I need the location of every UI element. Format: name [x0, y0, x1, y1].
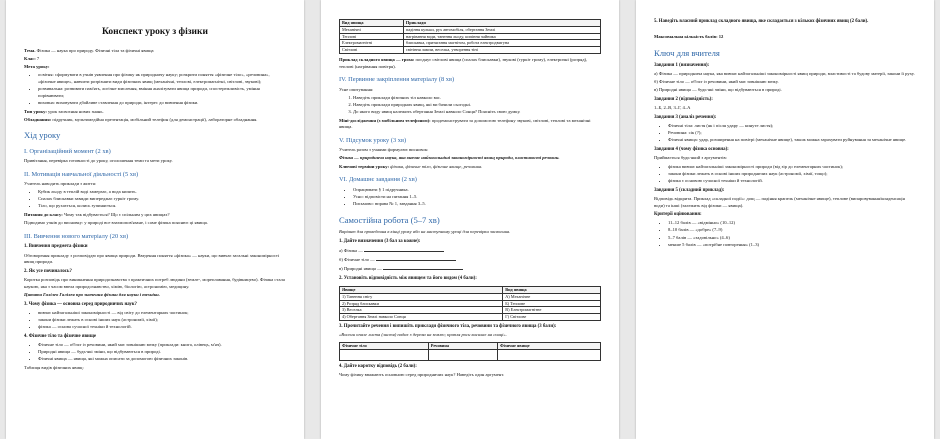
- section-heading: Ключ для вчителя: [654, 48, 720, 59]
- table-cell: 4) Обертання Землі навколо Сонця: [340, 314, 503, 321]
- list-item: • 8–10 балів — «добре» (7–9): [668, 227, 916, 234]
- quote: «Восени опале листя (листя) падає з дерева на землю; крапля роси висихає на сонці».: [339, 332, 507, 338]
- section-title: I. Організаційний момент (2 хв): [24, 147, 111, 155]
- definitions-list: [24, 342, 286, 363]
- matching-table: [339, 286, 601, 321]
- complex-phenomenon: Приклад складного явища — гроза: поєднує світлові явища (спалах блискавки), звукові (гуркіт грому), електричні (розряд), теплові (нагрівання повітря).: [339, 56, 588, 69]
- paragraph: Варіант для проведення в кінці уроку або на наступному уроці для перевірки засвоєння.: [339, 228, 511, 234]
- table-cell: Г) Світлове: [503, 314, 601, 321]
- table-cell: падіння кульки, рух автомобіля, обертання Землі: [403, 26, 600, 33]
- list-item: • фізика є основою сучасної техніки й технологій.: [668, 178, 916, 185]
- list-item: • вивчає найзагальніші закономірності — від світу до елементарних частинок;: [38, 310, 286, 317]
- table-row: [340, 33, 601, 40]
- list-item: 2. Наведіть приклади природних явищ, які ви бачили сьогодні.: [353, 102, 601, 109]
- table-cell: Б) Теплове: [503, 300, 601, 307]
- mini-research: Міні-дослідження (з мобільним телефоном): продемонструвати за допомогою телефону звукові, світлові, теплові та механічні явища.: [339, 117, 591, 130]
- key-list: [654, 123, 916, 144]
- equipment: Обладнання: підручник, мультимедійна презентація, мобільний телефон (для демонстрації), лабораторне обладнання.: [24, 116, 258, 122]
- table-cell: Світлові: [340, 47, 404, 54]
- document-page-1: [6, 0, 304, 439]
- paragraph: Обговорення прикладу з розповіддю про явища природи. Введення поняття «фізика» — науки, що вивчає загальні закономірності явищ природи.: [24, 252, 280, 265]
- answer-line: [376, 256, 456, 261]
- table-row: [340, 300, 601, 307]
- table-cell: [497, 349, 600, 360]
- list-item: • закони фізики лежать в основі інших наук (астрономії, хімії);: [38, 317, 286, 324]
- key-task-title: Завдання 1 (визначення):: [654, 62, 710, 68]
- table-cell: світіння лампи, веселка, утворення тіні: [403, 47, 600, 54]
- paragraph: в) Природні явища — будь-які зміни, що відбуваються в природі.: [654, 87, 782, 93]
- key-list: [654, 164, 916, 185]
- table-cell: нагрівання води, танення льоду, кипіння чайника: [403, 33, 600, 40]
- table-cell: 1) Танення снігу: [340, 293, 503, 300]
- list-item: • Тіло, що рухається, колись зупиняється.: [38, 203, 286, 210]
- table-header: Вид явища: [340, 20, 404, 27]
- list-item: • Усно: відповісти на питання 1–5.: [353, 194, 601, 201]
- paragraph: Усне опитування:: [339, 86, 374, 92]
- table-cell: 3) Веселка: [340, 307, 503, 314]
- list-item: • фізика — основа сучасної техніки й технологій.: [38, 324, 286, 331]
- section-title: V. Підсумок уроку (3 хв): [339, 137, 407, 145]
- meta-topic: Тема. Фізика — наука про природу. Фізичні тіла та фізичні явища: [24, 47, 154, 53]
- key-task-title: Завдання 3 (аналіз речення):: [654, 115, 717, 121]
- list-item: • Фізичні явища — явища, які можна описати за допомогою фізичних законів.: [38, 356, 286, 363]
- key-task-title: Завдання 4 (чому фізика основна):: [654, 147, 729, 153]
- task-title: 3. Прочитайте речення і випишіть приклади фізичного тіла, речовини та фізичного явища (3 бали):: [339, 323, 557, 329]
- table-header: Явище: [340, 287, 503, 294]
- subsection-title: 3. Чому фізика — основна серед природничих наук?: [24, 301, 137, 307]
- task-title: 4. Дайте коротку відповідь (2 бали):: [339, 363, 417, 369]
- section-heading: Самостійна робота (5–7 хв): [339, 214, 440, 225]
- list-item: • Фізичні явища: удар, розширення на повітрі (механічне явище), також можна зарахувати руйнування за механічне явище.: [668, 137, 916, 144]
- list-item: • Опрацювати § 1 підручника.: [353, 187, 601, 194]
- table-row: [340, 307, 601, 314]
- table-header-row: [340, 287, 601, 294]
- list-item: • менше 5 балів — «потрібне повторення» (1–3): [668, 242, 916, 249]
- phenomena-table: [339, 19, 601, 54]
- paragraph: Підводимо учнів до висновку: у природі все взаємопов'язане, і саме фізика пояснює ці явища.: [24, 220, 208, 226]
- table-header: Приклади: [403, 20, 600, 27]
- table-header-row: [340, 20, 601, 27]
- table-row: [340, 26, 601, 33]
- answer-line: [364, 247, 444, 252]
- subsection-title: 4. Фізичне тіло та фізичне явище: [24, 333, 96, 339]
- list-item: • Письмово: вправа № 1, завдання 3–5.: [353, 201, 601, 208]
- subsection-title: 2. Як усе починалось?: [24, 268, 72, 274]
- page-title: Конспект уроку з фізики: [102, 27, 208, 37]
- quote: Фізика — природнича наука, яка вивчає найзагальніші закономірності явищ природи, властивості речовин.: [339, 155, 560, 161]
- table-header: Фізичне тіло: [340, 343, 429, 350]
- table-cell: В) Електромагнітне: [503, 307, 601, 314]
- table-header: Вид явища: [503, 287, 601, 294]
- task-title: 1. Дайте визначення (3 бал за кожне):: [339, 238, 421, 244]
- table-cell: Теплові: [340, 33, 404, 40]
- task-title: 5. Наведіть власний приклад складного явища, яке складається з кількох фізичних явищ (2 бали).: [654, 19, 869, 24]
- paragraph: 1–Б, 2–В, 3–Г, 4–А: [654, 105, 691, 111]
- blank-line: а) Фізика —: [339, 247, 601, 255]
- table-cell: Механічні: [340, 26, 404, 33]
- section-title: III. Вивчення нового матеріалу (20 хв): [24, 232, 129, 240]
- table-row: [340, 349, 601, 360]
- paragraph: Приймається будь-який з аргументів:: [654, 155, 727, 161]
- table-row: [340, 47, 601, 54]
- table-cell: 2) Розряд блискавки: [340, 300, 503, 307]
- subsection-title: 1. Вивчення предмета фізики: [24, 244, 88, 250]
- table-row: [340, 293, 601, 300]
- list-item: • 5–7 балів — «задовільно» (4–6): [668, 235, 916, 242]
- document-page-3: [636, 0, 934, 439]
- list-item: 3. До якого виду явищ належить обертання Землі навколо Сонця? Поясніть свою думку.: [353, 109, 601, 116]
- goals-list: [24, 72, 286, 106]
- meta-class: Клас: 7: [24, 55, 40, 61]
- blank-line: б) Фізичне тіло —: [339, 256, 601, 264]
- table-cell: [428, 349, 497, 360]
- paragraph: Коротка розповідь про виникнення природознавства з практичних потреб людини (земле-, мореплавання, будівництво). Фізика стала наукою, яка з часом ввела природознавство, хімію, біологію, астрономію, медицину.: [24, 277, 285, 290]
- lesson-type: Тип уроку: урок засвоєння нових знань.: [24, 108, 104, 114]
- task-title: 2. Установіть відповідність між явищем та його видом (4 бали):: [339, 276, 477, 282]
- paragraph: Учитель наводить приклади з життя:: [24, 181, 97, 186]
- questions-list: [339, 95, 601, 116]
- section-heading: Хід уроку: [24, 130, 61, 141]
- table-row: [340, 40, 601, 47]
- table-header: Речовина: [428, 343, 497, 350]
- paragraph: Чому фізику вважають основною серед природничих наук? Наведіть один аргумент.: [339, 372, 505, 378]
- list-item: • 11–12 балів — «відмінно» (10–12): [668, 220, 916, 227]
- criteria-title: Критерії оцінювання:: [654, 212, 702, 218]
- answer-line: [383, 265, 463, 270]
- key-task-title: Завдання 5 (складний приклад):: [654, 187, 725, 193]
- paragraph: Привітання, перевірка готовності до уроку, оголошення теми та мети уроку.: [24, 158, 173, 164]
- list-item: • закони фізики лежать в основі інших природничих наук (астрономії, хімії, тощо);: [668, 171, 916, 178]
- criteria-list: [654, 220, 916, 248]
- list-item: • розвивальна: розвивати пам'ять, логічне мислення, вміння аналізувати явища природи, спостережливість, уміння порівнювати;: [38, 86, 286, 99]
- list-item: • освітня: сформувати в учнів уявлення про фізику як природничу науку; розкрити поняття «фізичне тіло», «речовина», «фізичне явище», навчити розрізняти види фізичних явищ (механічні, теплові, електромагнітні, світлові, звукові);: [38, 72, 286, 85]
- table-header-row: [340, 343, 601, 350]
- max-score: Максимальна кількість балів: 12: [654, 34, 724, 40]
- paragraph: б) Фізичне тіло — об'єкт із речовини, який має зовнішню межу.: [654, 79, 779, 85]
- answer-table: [339, 342, 601, 361]
- list-item: • виховна: виховувати дбайливе ставлення до природи, інтерес до вивчення фізики.: [38, 100, 286, 107]
- list-item: • Фізичні тіла: листя (як і після удару — кинуте листя);: [668, 123, 916, 130]
- table-header: Фізичне явище: [497, 343, 600, 350]
- class-question: Питання до класу: Чому так відбувається? Що є спільним у цих явищах?: [24, 212, 170, 218]
- table-cell: А) Механічне: [503, 293, 601, 300]
- paragraph: а) Фізика — природнича наука, яка вивчає найзагальніші закономірності явищ природи, властивості та будову матерії, закони її руху.: [654, 71, 915, 77]
- table-cell: блискавка, притягання магнітом, робота електродвигуна: [403, 40, 600, 47]
- table-cell: Електромагнітні: [340, 40, 404, 47]
- list-item: • Речовина: сік (?);: [668, 130, 916, 137]
- paragraph: Відповідь відкрита. Приклад «складної події»: дощ — падіння крапель (механічне явище), теплове (випаровування/конденсація води) та інші (залежить від фізики — явища).: [654, 196, 905, 208]
- key-terms: Ключові терміни уроку: фізика, фізичне тіло, фізичне явище, речовина.: [339, 163, 483, 169]
- section-title: VI. Домашнє завдання (2 хв): [339, 176, 417, 184]
- list-item: 1. Наведіть приклади фізичних тіл навколо вас.: [353, 95, 601, 102]
- section-title: IV. Первинне закріплення матеріалу (8 хв): [339, 76, 455, 84]
- quote: Цитата Галілео Галілея про значення фізики для науки і техніки.: [24, 292, 160, 298]
- section-title: II. Мотивація навчальної діяльності (5 хв): [24, 170, 139, 178]
- meta-goal: Мета уроку:: [24, 64, 50, 70]
- table-row: [340, 314, 601, 321]
- examples-list: [24, 189, 286, 210]
- table-cell: [340, 349, 429, 360]
- paragraph: Учитель разом з учнями формулює висновок:: [339, 147, 429, 153]
- document-page-2: [321, 0, 619, 439]
- list-item: • Фізичне тіло — об'єкт із речовини, який має зовнішню межу (приклади: книга, олівець, м'яч).: [38, 342, 286, 349]
- key-task-title: Завдання 2 (відповідність):: [654, 96, 713, 102]
- list-item: • Природні явища — будь-які зміни, що відбуваються в природі.: [38, 349, 286, 356]
- blank-line: в) Природні явища —: [339, 265, 601, 273]
- list-item: • фізика вивчає найзагальніші закономірності природи (від зір до елементарних частинок);: [668, 164, 916, 171]
- reasons-list: [24, 310, 286, 331]
- homework-list: [339, 187, 601, 208]
- list-item: • Спалах блискавки завжди випереджає гуркіт грому.: [38, 196, 286, 203]
- paragraph: Таблиця видів фізичних явищ:: [24, 364, 84, 370]
- list-item: • Кубик льоду в теплій воді замерзає, а вода кипить.: [38, 189, 286, 196]
